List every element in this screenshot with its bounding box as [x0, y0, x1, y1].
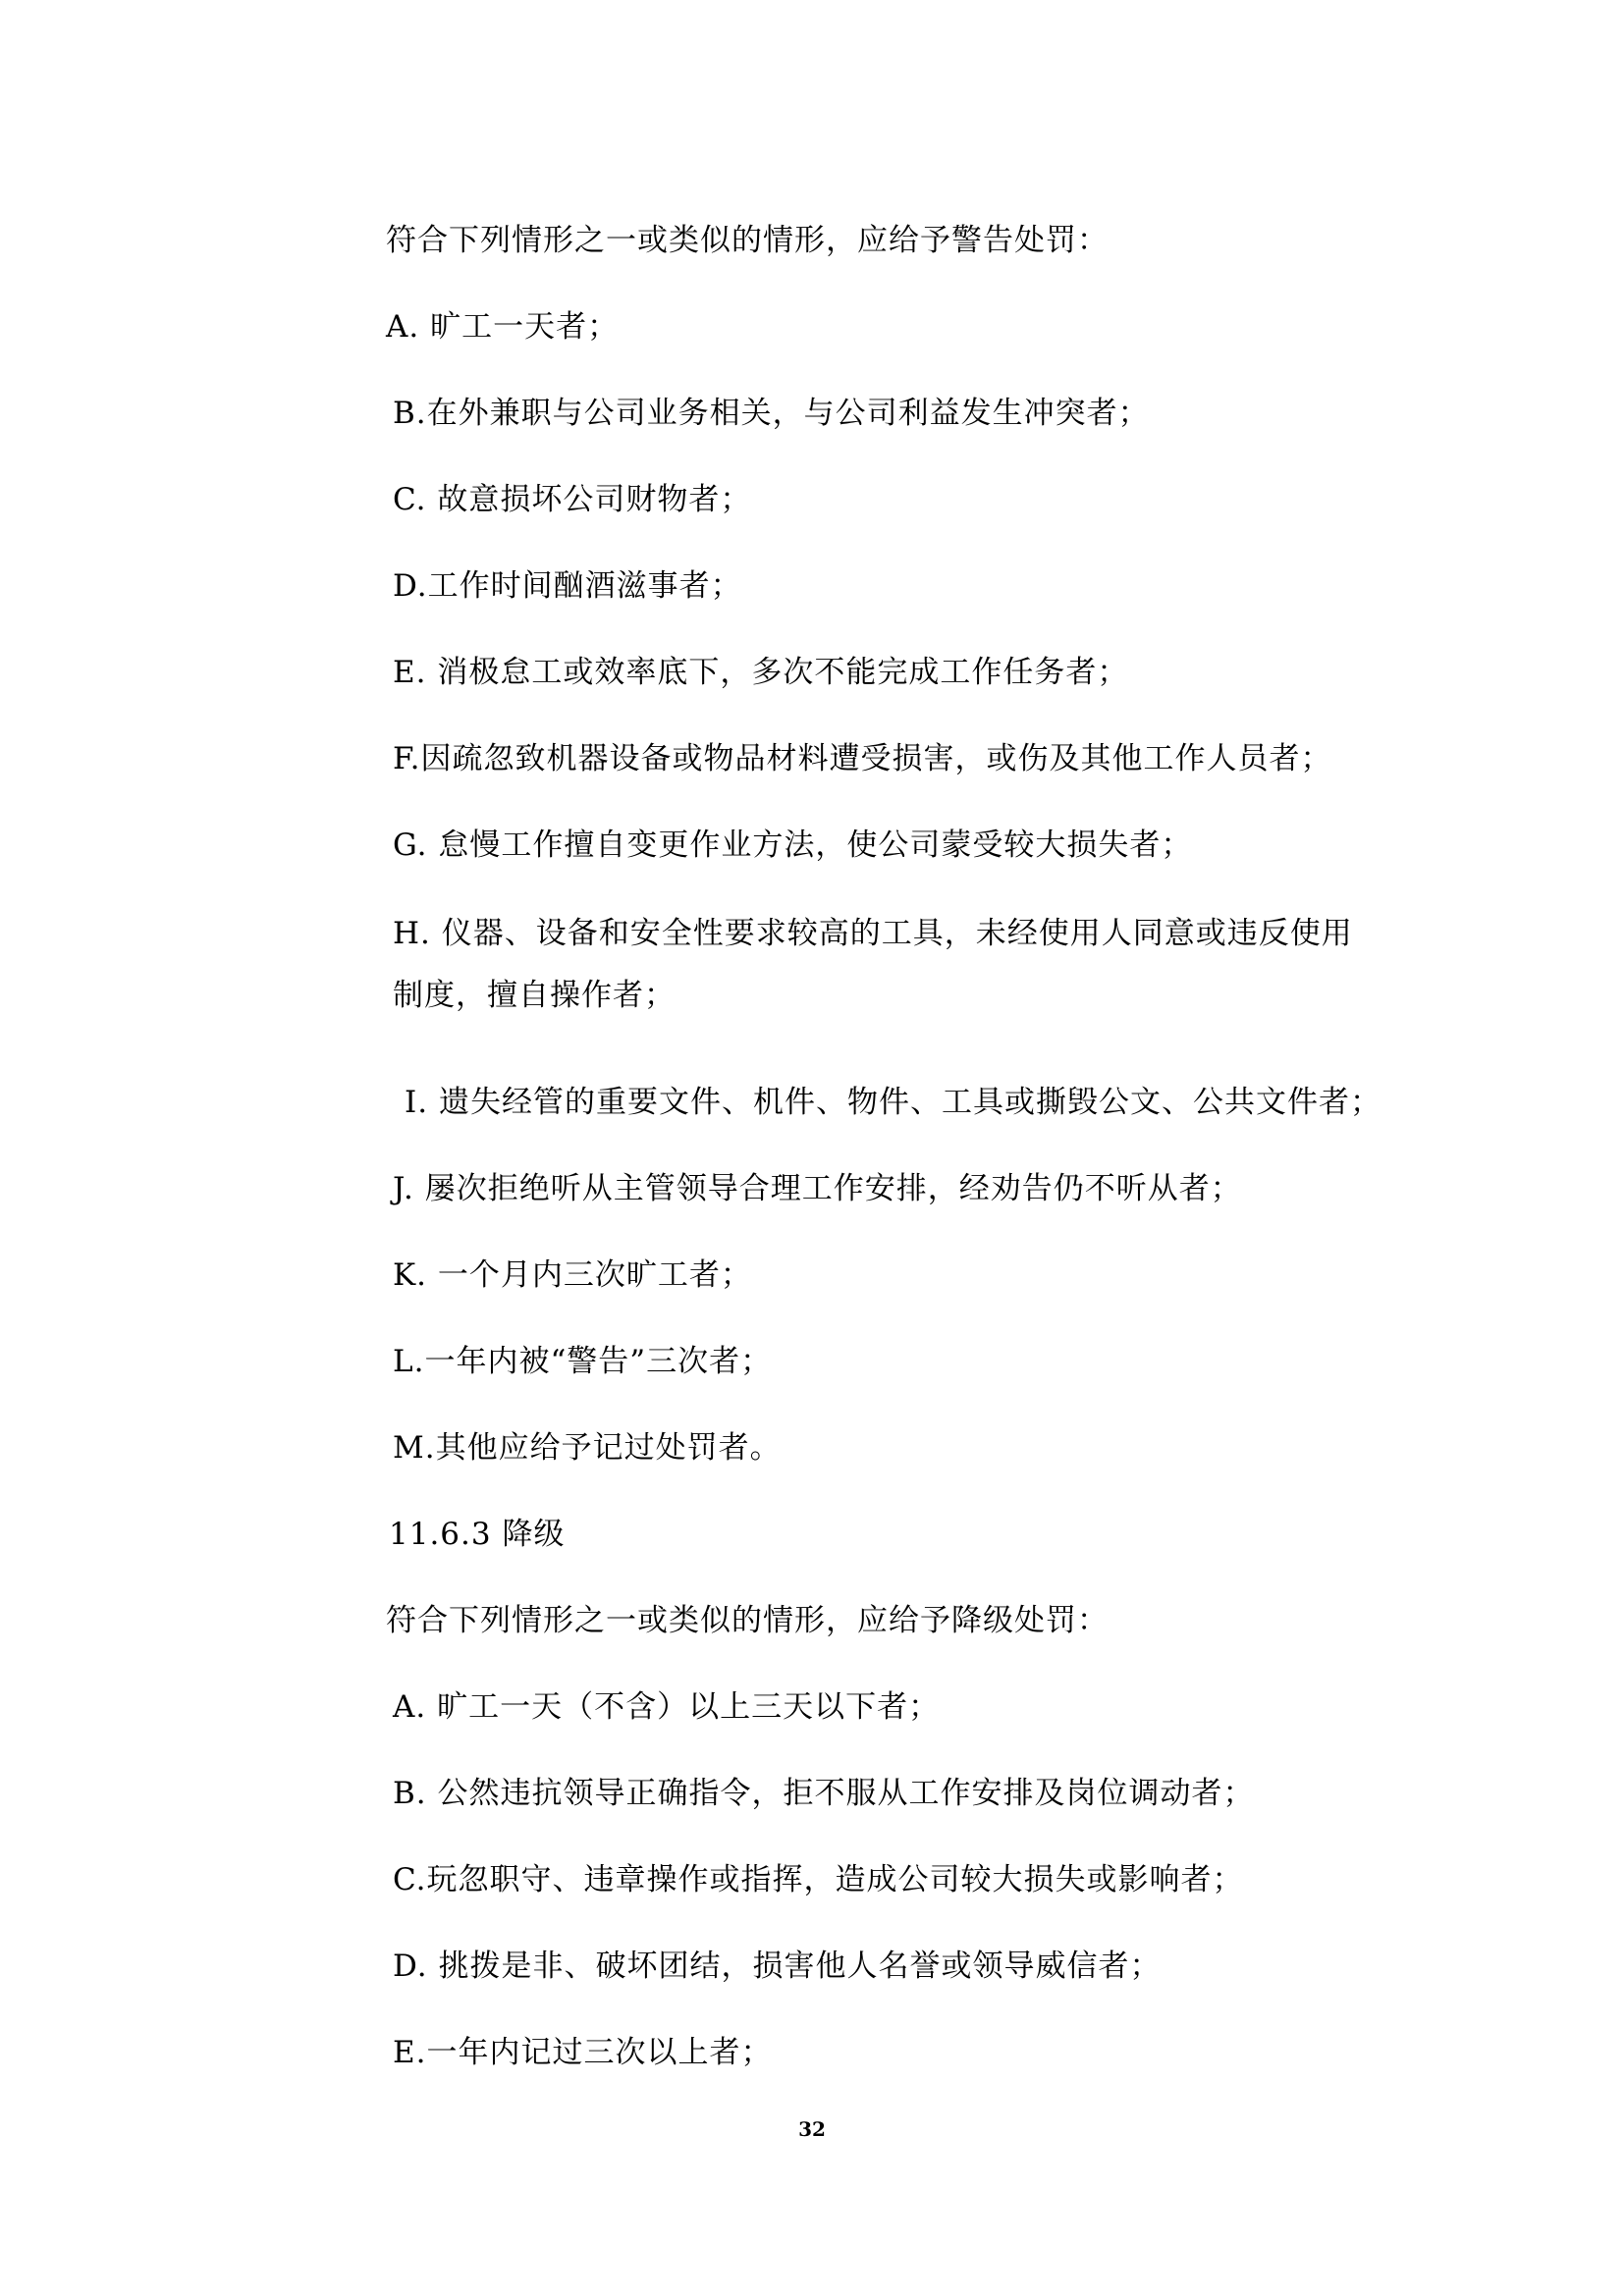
- demotion-item-b: B. 公然违抗领导正确指令，拒不服从工作安排及岗位调动者；: [393, 1776, 1255, 1811]
- demotion-item-e: E.一年内记过三次以上者；: [393, 2035, 773, 2070]
- warning-item-h: H. 仪器、设备和安全性要求较高的工具，未经使用人同意或违反使用: [393, 916, 1353, 951]
- demotion-item-d: D. 挑拨是非、破坏团结，损害他人名誉或领导威信者；: [393, 1949, 1162, 1984]
- page-number: 32: [798, 2117, 826, 2141]
- warning-item-g: G. 怠慢工作擅自变更作业方法，使公司蒙受较大损失者；: [393, 828, 1193, 863]
- demotion-item-c: C.玩忽职守、违章操作或指挥，造成公司较大损失或影响者；: [393, 1862, 1244, 1897]
- warning-item-a: A. 旷工一天者；: [386, 309, 620, 345]
- demotion-item-a: A. 旷工一天（不含）以上三天以下者；: [393, 1689, 941, 1725]
- warning-item-j: J. 屡次拒绝听从主管领导合理工作安排，经劝告仍不听从者；: [393, 1171, 1242, 1206]
- warning-item-m: M.其他应给予记过处罚者。: [393, 1430, 782, 1466]
- warning-item-c: C. 故意损坏公司财物者；: [393, 482, 752, 517]
- intro-demotion: 符合下列情形之一或类似的情形，应给予降级处罚：: [386, 1603, 1109, 1638]
- warning-item-b: B.在外兼职与公司业务相关，与公司利益发生冲突者；: [393, 396, 1150, 431]
- warning-item-i: I. 遗失经管的重要文件、机件、物件、工具或撕毁公文、公共文件者；: [405, 1085, 1381, 1120]
- warning-item-d: D.工作时间酗酒滋事者；: [393, 568, 742, 604]
- warning-item-l: L.一年内被“警告”三次者；: [393, 1344, 773, 1379]
- warning-item-f: F.因疏忽致机器设备或物品材料遭受损害，或伤及其他工作人员者；: [393, 741, 1332, 776]
- intro-warning: 符合下列情形之一或类似的情形，应给予警告处罚：: [386, 223, 1109, 258]
- warning-item-k: K. 一个月内三次旷工者；: [393, 1257, 752, 1293]
- warning-item-e: E. 消极怠工或效率底下，多次不能完成工作任务者；: [393, 655, 1129, 690]
- section-heading: 11.6.3 降级: [389, 1517, 566, 1552]
- warning-item-h-continued: 制度，擅自操作者；: [393, 978, 676, 1013]
